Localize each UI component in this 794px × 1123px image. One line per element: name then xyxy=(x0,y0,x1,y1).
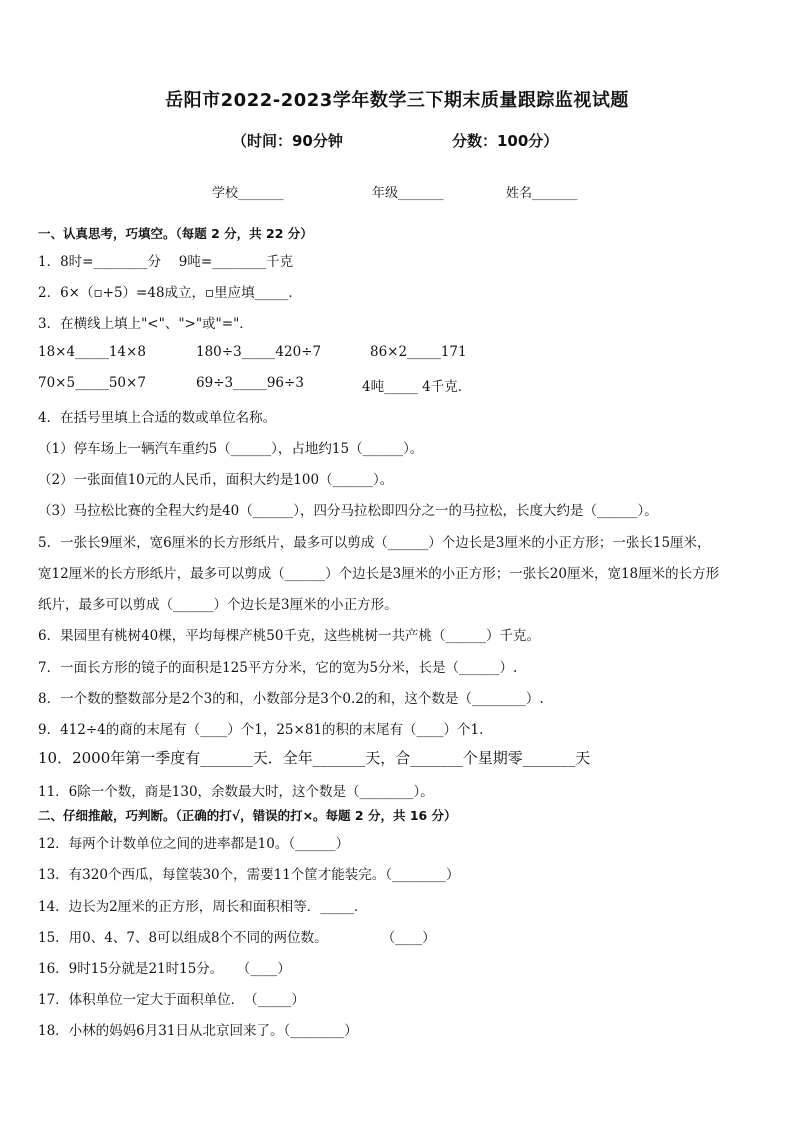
question-8: 8．一个数的整数部分是2个3的和，小数部分是3个0.2的和，这个数是（________）. xyxy=(38,691,544,707)
question-4-2: （2）一张面值10元的人民币，面积大约是100（______）。 xyxy=(38,472,394,488)
question-4: 4．在括号里填上合适的数或单位名称。 xyxy=(38,410,277,426)
question-17: 17．体积单位一定大于面积单位． （_____） xyxy=(38,992,305,1008)
section-1-heading: 一、认真思考，巧填空。（每题 2 分，共 22 分） xyxy=(38,226,313,241)
question-5-line-1: 5．一张长9厘米，宽6厘米的长方形纸片，最多可以剪成（______）个边长是3厘米的小正方形；一张长15厘米， xyxy=(38,535,711,551)
q3-item: 18×4_____14×8 xyxy=(38,344,146,360)
question-3: 3．在横线上填上"<"、">"或"="． xyxy=(38,316,253,332)
question-16: 16．9时15分就是21时15分。 （____） xyxy=(38,961,291,977)
question-14: 14．边长为2厘米的正方形，周长和面积相等．_____． xyxy=(38,899,368,915)
question-9: 9．412÷4的商的末尾有（____）个1，25×81的积的末尾有（____）个1． xyxy=(38,722,493,738)
school-field: 学校_______ xyxy=(212,186,284,201)
question-13: 13．有320个西瓜，每筐装30个，需要11个筐才能装完。（________） xyxy=(38,867,460,883)
q3-item: 69÷3_____96÷3 xyxy=(196,375,304,391)
question-11: 11．6除一个数，商是130，余数最大时，这个数是（________）。 xyxy=(38,784,434,800)
exam-score: 分数：100分） xyxy=(452,132,559,150)
q3-item: 86×2_____171 xyxy=(370,344,467,360)
question-12: 12．每两个计数单位之间的进率都是10。（______） xyxy=(38,836,350,852)
question-7: 7．一面长方形的镜子的面积是125平方分米，它的宽为5分米，长是（______）. xyxy=(38,660,518,676)
grade-field: 年级_______ xyxy=(372,186,444,201)
question-5-line-2: 宽12厘米的长方形纸片，最多可以剪成（______）个边长是3厘米的小正方形；一张长20厘米，宽18厘米的长方形 xyxy=(38,566,720,582)
question-6: 6．果园里有桃树40棵，平均每棵产桃50千克，这些桃树一共产桃（______）千克。 xyxy=(38,628,540,644)
question-4-1: （1）停车场上一辆汽车重约5（______），占地约15（______）。 xyxy=(38,441,424,457)
exam-time: （时间：90分钟 xyxy=(232,132,343,150)
q3-item: 4吨_____ 4千克． xyxy=(362,379,472,395)
page-title: 岳阳市2022-2023学年数学三下期末质量跟踪监视试题 xyxy=(165,90,629,111)
section-2-heading: 二、仔细推敲，巧判断。（正确的打√，错误的打×。每题 2 分，共 16 分） xyxy=(38,808,457,823)
question-2: 2．6×（▫+5）=48成立，▫里应填_____． xyxy=(38,285,302,301)
q3-item: 70×5_____50×7 xyxy=(38,375,146,391)
name-field: 姓名_______ xyxy=(506,186,578,201)
question-18: 18．小林的妈妈6月31日从北京回来了。（________） xyxy=(38,1023,358,1039)
question-15: 15．用0、4、7、8可以组成8个不同的两位数。 （____） xyxy=(38,930,436,946)
question-5-line-3: 纸片，最多可以剪成（______）个边长是3厘米的小正方形。 xyxy=(38,597,398,613)
question-1: 1．8时=________分 9吨=________千克 xyxy=(38,254,294,270)
question-10: 10．2000年第一季度有_______天．全年_______天，合_______个星期零_______天 xyxy=(38,749,591,767)
q3-item: 180÷3_____420÷7 xyxy=(196,344,322,360)
question-4-3: （3）马拉松比赛的全程大约是40（______），四分马拉松即四分之一的马拉松，长度大约是（______）。 xyxy=(38,503,658,519)
